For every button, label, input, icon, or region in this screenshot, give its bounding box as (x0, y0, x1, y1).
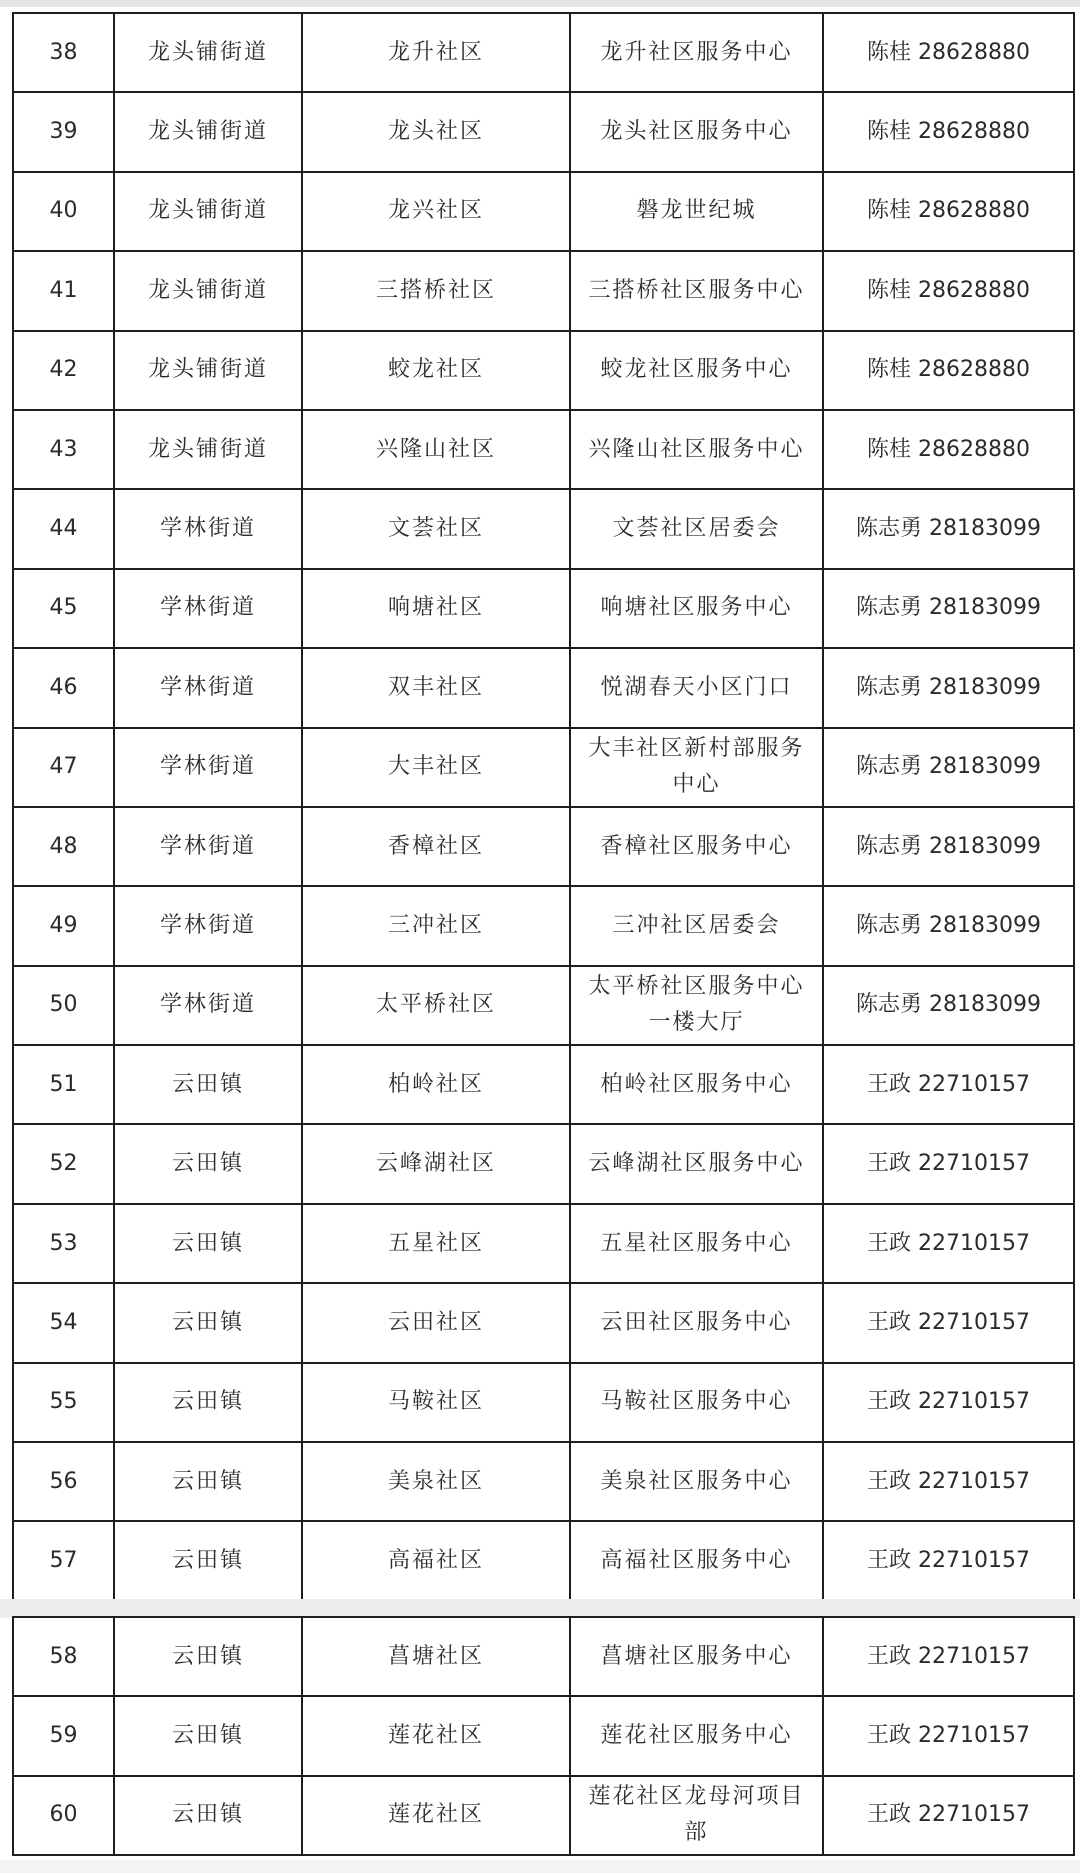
location-cell: 马鞍社区服务中心 (570, 1363, 823, 1442)
subdistrict-cell: 龙头铺街道 (114, 251, 302, 330)
subdistrict-cell: 云田镇 (114, 1776, 302, 1855)
subdistrict-cell: 云田镇 (114, 1442, 302, 1521)
community-cell: 马鞍社区 (302, 1363, 570, 1442)
community-cell: 三冲社区 (302, 886, 570, 965)
community-cell: 蛟龙社区 (302, 331, 570, 410)
contact-cell: 陈桂 28628880 (823, 410, 1074, 489)
subdistrict-cell: 学林街道 (114, 886, 302, 965)
table-row (13, 1045, 1074, 1124)
community-cell: 菖塘社区 (302, 1617, 570, 1696)
contact-cell: 王政 22710157 (823, 1124, 1074, 1203)
location-cell: 菖塘社区服务中心 (570, 1617, 823, 1696)
community-cell: 五星社区 (302, 1204, 570, 1283)
row-number-cell: 51 (13, 1045, 114, 1124)
row-number-cell: 44 (13, 489, 114, 568)
subdistrict-cell: 龙头铺街道 (114, 92, 302, 171)
community-cell: 莲花社区 (302, 1776, 570, 1855)
table-row (13, 966, 1074, 1045)
row-number-cell: 50 (13, 966, 114, 1045)
row-number-cell: 59 (13, 1696, 114, 1775)
community-cell: 双丰社区 (302, 648, 570, 727)
subdistrict-cell: 龙头铺街道 (114, 410, 302, 489)
location-cell: 五星社区服务中心 (570, 1204, 823, 1283)
community-cell: 云峰湖社区 (302, 1124, 570, 1203)
subdistrict-cell: 龙头铺街道 (114, 172, 302, 251)
table-body (13, 1617, 1074, 1855)
subdistrict-cell: 云田镇 (114, 1283, 302, 1362)
contact-cell: 陈志勇 28183099 (823, 886, 1074, 965)
row-number-cell: 49 (13, 886, 114, 965)
table-row (13, 331, 1074, 410)
table-row (13, 1204, 1074, 1283)
row-number-cell: 40 (13, 172, 114, 251)
location-cell: 蛟龙社区服务中心 (570, 331, 823, 410)
community-cell: 兴隆山社区 (302, 410, 570, 489)
contact-cell: 王政 22710157 (823, 1617, 1074, 1696)
table-row (13, 1124, 1074, 1203)
table-row (13, 1617, 1074, 1696)
subdistrict-cell: 学林街道 (114, 728, 302, 807)
location-cell: 三冲社区居委会 (570, 886, 823, 965)
table-row (13, 569, 1074, 648)
contact-cell: 陈桂 28628880 (823, 92, 1074, 171)
location-cell: 悦湖春天小区门口 (570, 648, 823, 727)
location-cell: 龙头社区服务中心 (570, 92, 823, 171)
table-row (13, 886, 1074, 965)
row-number-cell: 52 (13, 1124, 114, 1203)
location-cell: 磐龙世纪城 (570, 172, 823, 251)
contact-cell: 王政 22710157 (823, 1696, 1074, 1775)
location-cell: 文荟社区居委会 (570, 489, 823, 568)
table-row (13, 13, 1074, 92)
location-cell: 三搭桥社区服务中心 (570, 251, 823, 330)
contact-cell: 陈桂 28628880 (823, 13, 1074, 92)
community-table-page-2 (12, 1616, 1075, 1856)
community-cell: 香樟社区 (302, 807, 570, 886)
community-cell: 龙兴社区 (302, 172, 570, 251)
location-cell: 响塘社区服务中心 (570, 569, 823, 648)
subdistrict-cell: 学林街道 (114, 489, 302, 568)
community-cell: 云田社区 (302, 1283, 570, 1362)
table-row (13, 489, 1074, 568)
community-cell: 柏岭社区 (302, 1045, 570, 1124)
location-cell: 高福社区服务中心 (570, 1521, 823, 1600)
subdistrict-cell: 学林街道 (114, 966, 302, 1045)
location-cell: 云峰湖社区服务中心 (570, 1124, 823, 1203)
subdistrict-cell: 云田镇 (114, 1204, 302, 1283)
location-cell: 龙升社区服务中心 (570, 13, 823, 92)
contact-cell: 王政 22710157 (823, 1283, 1074, 1362)
subdistrict-cell: 学林街道 (114, 569, 302, 648)
row-number-cell: 60 (13, 1776, 114, 1855)
location-cell (570, 1776, 823, 1855)
subdistrict-cell: 龙头铺街道 (114, 331, 302, 410)
subdistrict-cell: 云田镇 (114, 1617, 302, 1696)
subdistrict-cell: 龙头铺街道 (114, 13, 302, 92)
contact-cell: 陈志勇 28183099 (823, 966, 1074, 1045)
contact-cell: 陈志勇 28183099 (823, 728, 1074, 807)
contact-cell: 王政 22710157 (823, 1045, 1074, 1124)
table-row (13, 410, 1074, 489)
row-number-cell: 48 (13, 807, 114, 886)
location-cell: 兴隆山社区服务中心 (570, 410, 823, 489)
location-cell: 柏岭社区服务中心 (570, 1045, 823, 1124)
community-cell: 文荟社区 (302, 489, 570, 568)
row-number-cell: 46 (13, 648, 114, 727)
page-top-edge (0, 0, 1080, 7)
contact-cell: 陈志勇 28183099 (823, 489, 1074, 568)
location-cell (570, 966, 823, 1045)
row-number-cell: 53 (13, 1204, 114, 1283)
community-cell: 大丰社区 (302, 728, 570, 807)
contact-cell: 王政 22710157 (823, 1776, 1074, 1855)
table-row (13, 1521, 1074, 1600)
location-cell: 香樟社区服务中心 (570, 807, 823, 886)
contact-cell: 陈桂 28628880 (823, 251, 1074, 330)
location-line: 部 (684, 1820, 709, 1846)
contact-cell: 陈桂 28628880 (823, 172, 1074, 251)
row-number-cell: 58 (13, 1617, 114, 1696)
subdistrict-cell: 云田镇 (114, 1696, 302, 1775)
table-row (13, 92, 1074, 171)
row-number-cell: 38 (13, 13, 114, 92)
table-row (13, 1442, 1074, 1521)
community-cell: 响塘社区 (302, 569, 570, 648)
location-cell: 莲花社区服务中心 (570, 1696, 823, 1775)
location-line: 大丰社区新村部服务 (588, 736, 805, 762)
contact-cell: 陈志勇 28183099 (823, 648, 1074, 727)
contact-cell: 王政 22710157 (823, 1442, 1074, 1521)
contact-cell: 王政 22710157 (823, 1363, 1074, 1442)
row-number-cell: 55 (13, 1363, 114, 1442)
subdistrict-cell: 云田镇 (114, 1521, 302, 1600)
row-number-cell: 56 (13, 1442, 114, 1521)
table-row (13, 728, 1074, 807)
table-row (13, 251, 1074, 330)
table-row (13, 807, 1074, 886)
row-number-cell: 41 (13, 251, 114, 330)
table-row (13, 1696, 1074, 1775)
table-body (13, 13, 1074, 1601)
location-cell: 云田社区服务中心 (570, 1283, 823, 1362)
subdistrict-cell: 云田镇 (114, 1045, 302, 1124)
page-bottom-edge (0, 1860, 1080, 1873)
location-line: 一楼大厅 (648, 1010, 745, 1036)
table-row (13, 172, 1074, 251)
row-number-cell: 47 (13, 728, 114, 807)
contact-cell: 王政 22710157 (823, 1521, 1074, 1600)
community-table-page-1 (12, 12, 1075, 1602)
contact-cell: 陈志勇 28183099 (823, 807, 1074, 886)
row-number-cell: 45 (13, 569, 114, 648)
table-row (13, 648, 1074, 727)
subdistrict-cell: 学林街道 (114, 807, 302, 886)
row-number-cell: 43 (13, 410, 114, 489)
row-number-cell: 57 (13, 1521, 114, 1600)
community-cell: 莲花社区 (302, 1696, 570, 1775)
community-cell: 龙头社区 (302, 92, 570, 171)
contact-cell: 王政 22710157 (823, 1204, 1074, 1283)
location-cell: 美泉社区服务中心 (570, 1442, 823, 1521)
community-cell: 高福社区 (302, 1521, 570, 1600)
row-number-cell: 39 (13, 92, 114, 171)
contact-cell: 陈志勇 28183099 (823, 569, 1074, 648)
table-row (13, 1776, 1074, 1855)
location-line: 莲花社区龙母河项目 (588, 1784, 805, 1810)
row-number-cell: 42 (13, 331, 114, 410)
contact-cell: 陈桂 28628880 (823, 331, 1074, 410)
subdistrict-cell: 学林街道 (114, 648, 302, 727)
row-number-cell: 54 (13, 1283, 114, 1362)
community-cell: 美泉社区 (302, 1442, 570, 1521)
location-line: 太平桥社区服务中心 (588, 974, 805, 1000)
community-cell: 太平桥社区 (302, 966, 570, 1045)
subdistrict-cell: 云田镇 (114, 1363, 302, 1442)
community-cell: 龙升社区 (302, 13, 570, 92)
location-cell (570, 728, 823, 807)
location-line: 中心 (672, 772, 721, 798)
community-cell: 三搭桥社区 (302, 251, 570, 330)
subdistrict-cell: 云田镇 (114, 1124, 302, 1203)
table-row (13, 1283, 1074, 1362)
table-row (13, 1363, 1074, 1442)
